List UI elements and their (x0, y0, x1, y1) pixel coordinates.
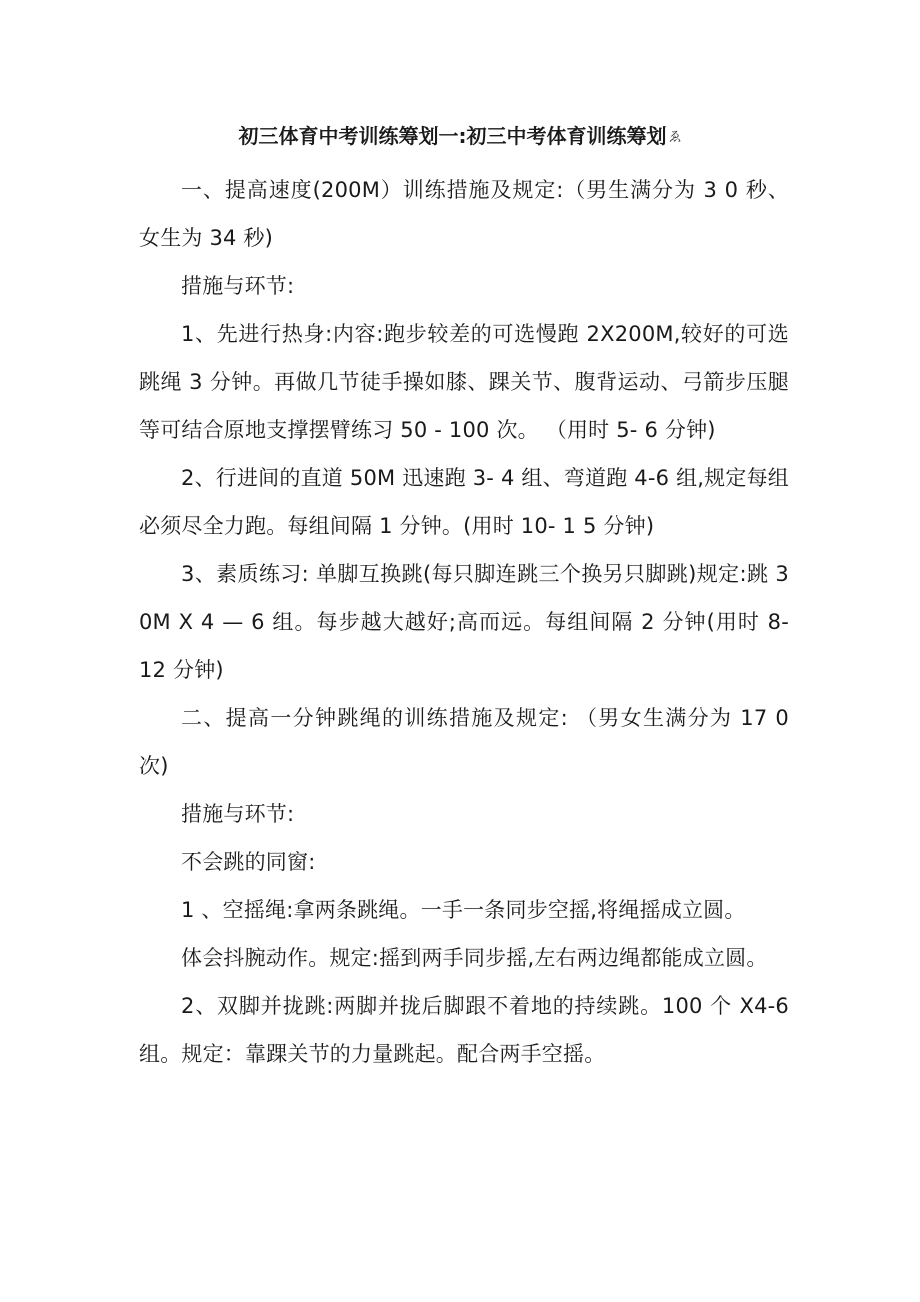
paragraph-empty-swing: 1 、空摇绳:拿两条跳绳。一手一条同步空摇,将绳摇成立圆。 (181, 898, 746, 922)
paragraph-speed-heading: 一、提高速度(200M）训练措施及规定:（男生满分为 3 0 秒、女生为 34 秒) (139, 178, 789, 250)
paragraph-warmup: 1、先进行热身:内容:跑步较差的可选慢跑 2X200M,较好的可选跳绳 3 分钟。再做几节徒手操如膝、踝关节、腹背运动、弓箭步压腿等可结合原地支撑摆臂练习 50 - 100 次。 （用时 5- 6 分钟) (139, 322, 789, 442)
title-mark: ゑ (668, 130, 682, 145)
paragraph-quality-drill: 3、素质练习: 单脚互换跳(每只脚连跳三个换另只脚跳)规定:跳 3 0M X 4 — 6 组。每步越大越好;高而远。每组间隔 2 分钟(用时 8-12 分钟) (139, 562, 789, 682)
paragraph-beginners: 不会跳的同窗: (181, 850, 316, 874)
document-body (139, 166, 789, 1078)
document-title (0, 120, 920, 154)
paragraph-rope-heading: 二、提高一分钟跳绳的训练措施及规定: （男女生满分为 17 0 次) (139, 706, 789, 778)
paragraph-sprint: 2、行进间的直道 50M 迅速跑 3- 4 组、弯道跑 4-6 组,规定每组必须尽全力跑。每组间隔 1 分钟。(用时 10- 1 5 分钟) (139, 466, 789, 538)
title-text: 初三体育中考训练筹划一:初三中考体育训练筹划 (238, 124, 667, 148)
paragraph-wrist: 体会抖腕动作。规定:摇到两手同步摇,左右两边绳都能成立圆。 (181, 946, 768, 970)
paragraph-feet-together: 2、双脚并拢跳:两脚并拢后脚跟不着地的持续跳。100 个 X4-6 组。规定：靠踝关节的力量跳起。配合两手空摇。 (139, 994, 789, 1066)
paragraph-steps-label-2: 措施与环节: (181, 802, 295, 826)
paragraph-steps-label: 措施与环节: (181, 274, 295, 298)
